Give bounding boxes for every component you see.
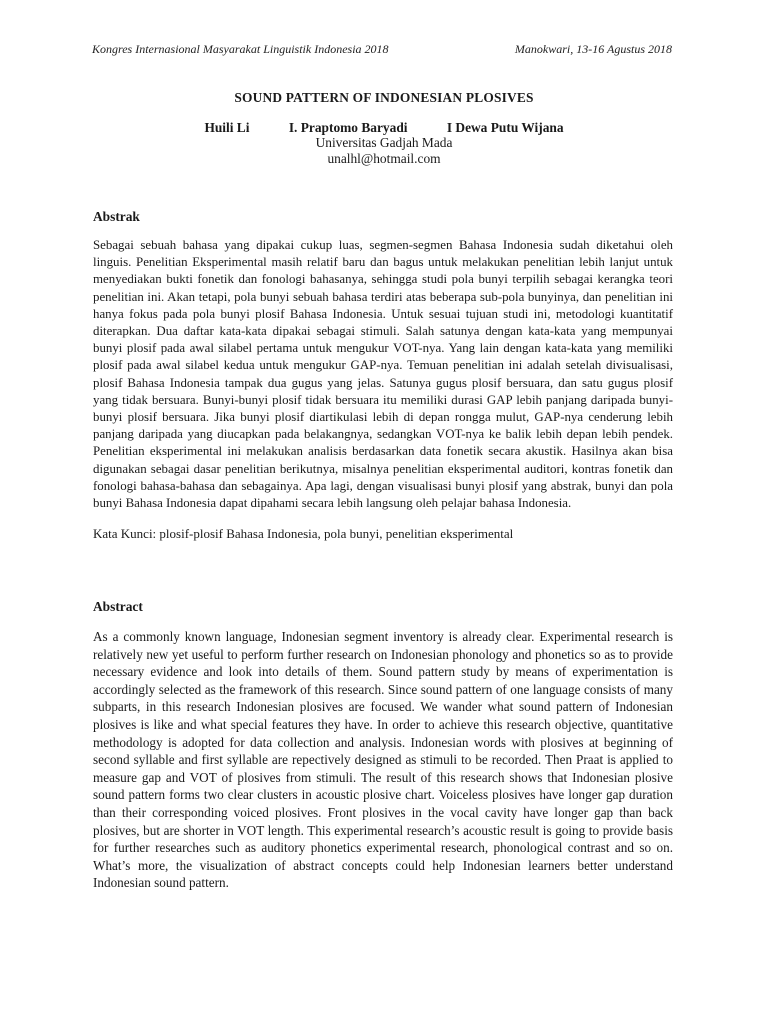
author-1: Huili Li — [204, 120, 250, 135]
abstrak-heading: Abstrak — [93, 209, 140, 224]
author-3: I Dewa Putu Wijana — [446, 120, 564, 135]
email: unalhl@hotmail.com — [327, 151, 441, 166]
abstrak-keywords: Kata Kunci: plosif-plosif Bahasa Indonesia, pola bunyi, penelitian eksperimental — [93, 526, 514, 542]
abstrak-section — [93, 209, 673, 542]
paper-title: SOUND PATTERN OF INDONESIAN PLOSIVES — [234, 90, 534, 105]
author-2: I. Praptomo Baryadi — [288, 120, 408, 135]
abstract-heading: Abstract — [93, 599, 143, 614]
header-location-date: Manokwari, 13-16 Agustus 2018 — [514, 42, 672, 56]
abstract-section — [93, 599, 673, 892]
header-conference: Kongres Internasional Masyarakat Linguistik Indonesia 2018 — [92, 42, 389, 56]
running-header — [92, 42, 672, 57]
author-list — [0, 120, 768, 136]
affiliation-block — [0, 135, 768, 167]
abstract-text: As a commonly known language, Indonesian segment inventory is already clear. Experimental research is relatively new yet useful to perform further research on Indonesian phonology and phonetics so as to provide necessary evidence and look into details of them. Sound pattern study by means of experimentation is accordingly selected as the framework of this research. Since sound pattern of one language consists of many subparts, in this research Indonesian plosives are focused. We wander what sound pattern of Indonesian plosives is like and what special features they have. In order to achieve this research objective, quantitative methodology is adopted for data collection and analysis. Indonesian words with plosives at beginning of second syllable and first syllable are repectively designed as stimuli to be recorded. Then Praat is applied to measure gap and VOT of plosives from stimuli. The result of this research shows that Indonesian plosive sound pattern forms two clear clusters in acoustic plosive chart. Voiceless plosives have longer gap duration than their corresponding voiced plosives. Front plosives in the vocal cavity have longer gap than back plosives, but are shorter in VOT length. This experimental research’s acoustic result is going to provide basis for further researches such as auditory phonetics experimental research, phonological contrast and so on. What’s more, the visualization of abstract concepts could help Indonesian learners better understand Indonesian sound pattern. — [93, 629, 673, 891]
affiliation: Universitas Gadjah Mada — [315, 135, 453, 150]
abstrak-text: Sebagai sebuah bahasa yang dipakai cukup luas, segmen-segmen Bahasa Indonesia sudah diketahui oleh linguis. Penelitian Eksperimental masih relatif baru dan bagus untuk melakukan penelitian lebih lanjut untuk menyediakan bukti fonetik dan fonologi bahasanya, sehingga studi pola bunyi terpilih sebagai kerangka teori penelitian ini. Akan tetapi, pola bunyi sebuah bahasa terdiri atas beberapa sub-pola bunyinya, dan penelitian ini hanya fokus pada pola bunyi plosif Bahasa Indonesia. Untuk sesuai tujuan studi ini, metodologi kuantitatif diterapkan. Dua daftar kata-kata dipakai sebagai stimuli. Salah satunya dengan kata-kata yang mempunyai bunyi plosif pada awal silabel pertama untuk mengukur VOT-nya. Yang lain dengan kata-kata yang memiliki plosif pada awal silabel kedua untuk mengukur GAP-nya. Temuan penelitian ini adalah setelah divisualisasi, plosif Bahasa Indonesia tampak dua gugus yang jelas. Satunya gugus plosif bersuara, dan satu gugus plosif yang tidak bersuara. Bunyi-bunyi plosif tidak bersuara itu memiliki durasi GAP lebih panjang daripada bunyi-bunyi plosif bersuara. Jika bunyi plosif diartikulasi lebih di depan rongga mulut, GAP-nya cenderung lebih panjang daripada yang diucapkan pada belakangnya, sedangkan VOT-nya ke balik lebih depan lebih pendek. Penelitian eksperimental ini melakukan analisis berdasarkan data fonetik secara akustik. Hasilnya akan bisa digunakan sebagai dasar penelitian berikutnya, misalnya penelitian eksperimental auditori, kontras fonetik dan fonologi bahasa-bahasa dan sebagainya. Apa lagi, dengan visualisasi bunyi plosif yang abstrak, bunyi dan pola bunyi Bahasa Indonesia dapat dipahami secara lebih langsung oleh pelajar bahasa Indonesia. — [93, 238, 673, 511]
